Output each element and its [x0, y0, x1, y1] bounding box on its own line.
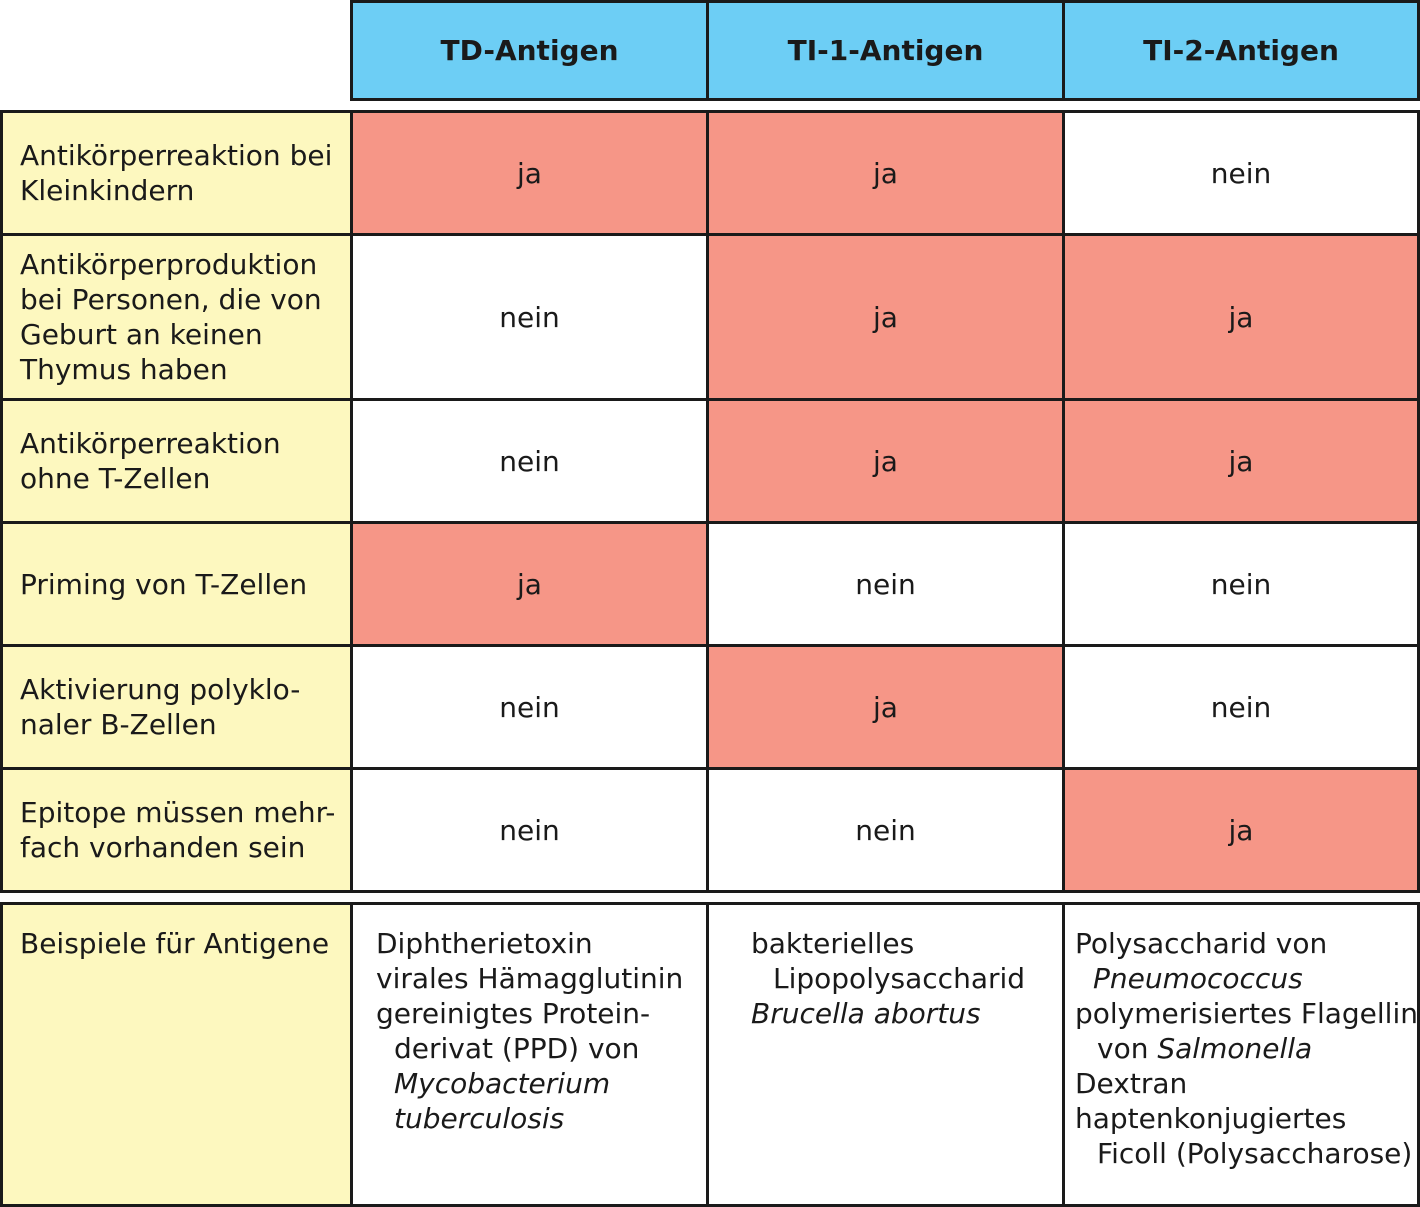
row-label-examples: Beispiele für Antigene	[0, 902, 353, 1207]
row-label-line: Thymus haben	[20, 353, 228, 386]
cell-polyclonal-td: nein	[350, 644, 709, 770]
row-label-line: Geburt an keinen	[20, 318, 263, 351]
row-label-no-t-cells	[0, 398, 353, 524]
row-label-line: ohne T-Zellen	[20, 462, 211, 495]
example-line: tuberculosis	[394, 1102, 565, 1135]
cell-epitopes-ti2: ja	[1062, 767, 1420, 893]
example-line: Ficoll (Polysaccharose)	[1097, 1137, 1413, 1170]
examples-td	[350, 902, 709, 1207]
row-label-line: Antikörperreaktion	[20, 427, 281, 460]
examples-ti1	[706, 902, 1065, 1207]
cell-epitopes-ti1: nein	[706, 767, 1065, 893]
cell-no-thymus-ti2: ja	[1062, 233, 1420, 401]
example-line: Lipopolysaccharid	[773, 962, 1026, 995]
column-header-ti1: TI-1-Antigen	[706, 0, 1065, 101]
example-line: haptenkonjugiertes	[1075, 1102, 1347, 1135]
column-header-ti2: TI-2-Antigen	[1062, 0, 1420, 101]
row-label-priming	[0, 521, 353, 647]
row-label-line: bei Personen, die von	[20, 283, 322, 316]
row-label-line: Antikörperproduktion	[20, 248, 318, 281]
row-label-line: Antikörperreaktion bei	[20, 139, 333, 172]
example-line: Salmonella	[1157, 1032, 1313, 1065]
cell-no-t-cells-td: nein	[350, 398, 709, 524]
row-label-polyclonal	[0, 644, 353, 770]
cell-polyclonal-ti2: nein	[1062, 644, 1420, 770]
row-label-infants	[0, 110, 353, 236]
cell-no-t-cells-ti1: ja	[706, 398, 1065, 524]
row-label-line: Kleinkindern	[20, 174, 195, 207]
example-line: Diphtherietoxin	[376, 927, 593, 960]
row-label-epitopes	[0, 767, 353, 893]
example-line: derivat (PPD) von	[394, 1032, 640, 1065]
row-label-line: Epitope müssen mehr-	[20, 796, 336, 829]
cell-infants-td: ja	[350, 110, 709, 236]
example-line: polymerisiertes Flagellin	[1075, 997, 1418, 1030]
cell-no-thymus-td: nein	[350, 233, 709, 401]
example-line: Polysaccharid von	[1075, 927, 1328, 960]
column-header-td: TD-Antigen	[350, 0, 709, 101]
example-line: Brucella abortus	[751, 997, 981, 1030]
example-line: Pneumococcus	[1093, 962, 1303, 995]
example-line: Dextran	[1075, 1067, 1188, 1100]
example-line: von	[1097, 1032, 1158, 1065]
example-line: Mycobacterium	[394, 1067, 611, 1100]
cell-priming-ti1: nein	[706, 521, 1065, 647]
cell-epitopes-td: nein	[350, 767, 709, 893]
example-line: bakterielles	[751, 927, 915, 960]
cell-no-t-cells-ti2: ja	[1062, 398, 1420, 524]
row-label-line: Aktivierung polyklo-	[20, 673, 301, 706]
example-line: gereinigtes Protein-	[376, 997, 651, 1030]
row-label-line: naler B-Zellen	[20, 708, 217, 741]
row-label-line: fach vorhanden sein	[20, 831, 306, 864]
cell-priming-ti2: nein	[1062, 521, 1420, 647]
example-line: virales Hämagglutinin	[376, 962, 684, 995]
cell-polyclonal-ti1: ja	[706, 644, 1065, 770]
cell-infants-ti1: ja	[706, 110, 1065, 236]
examples-ti2	[1062, 902, 1420, 1207]
cell-priming-td: ja	[350, 521, 709, 647]
cell-no-thymus-ti1: ja	[706, 233, 1065, 401]
row-label-no-thymus	[0, 233, 353, 401]
cell-infants-ti2: nein	[1062, 110, 1420, 236]
row-label-line: Priming von T-Zellen	[20, 567, 308, 601]
